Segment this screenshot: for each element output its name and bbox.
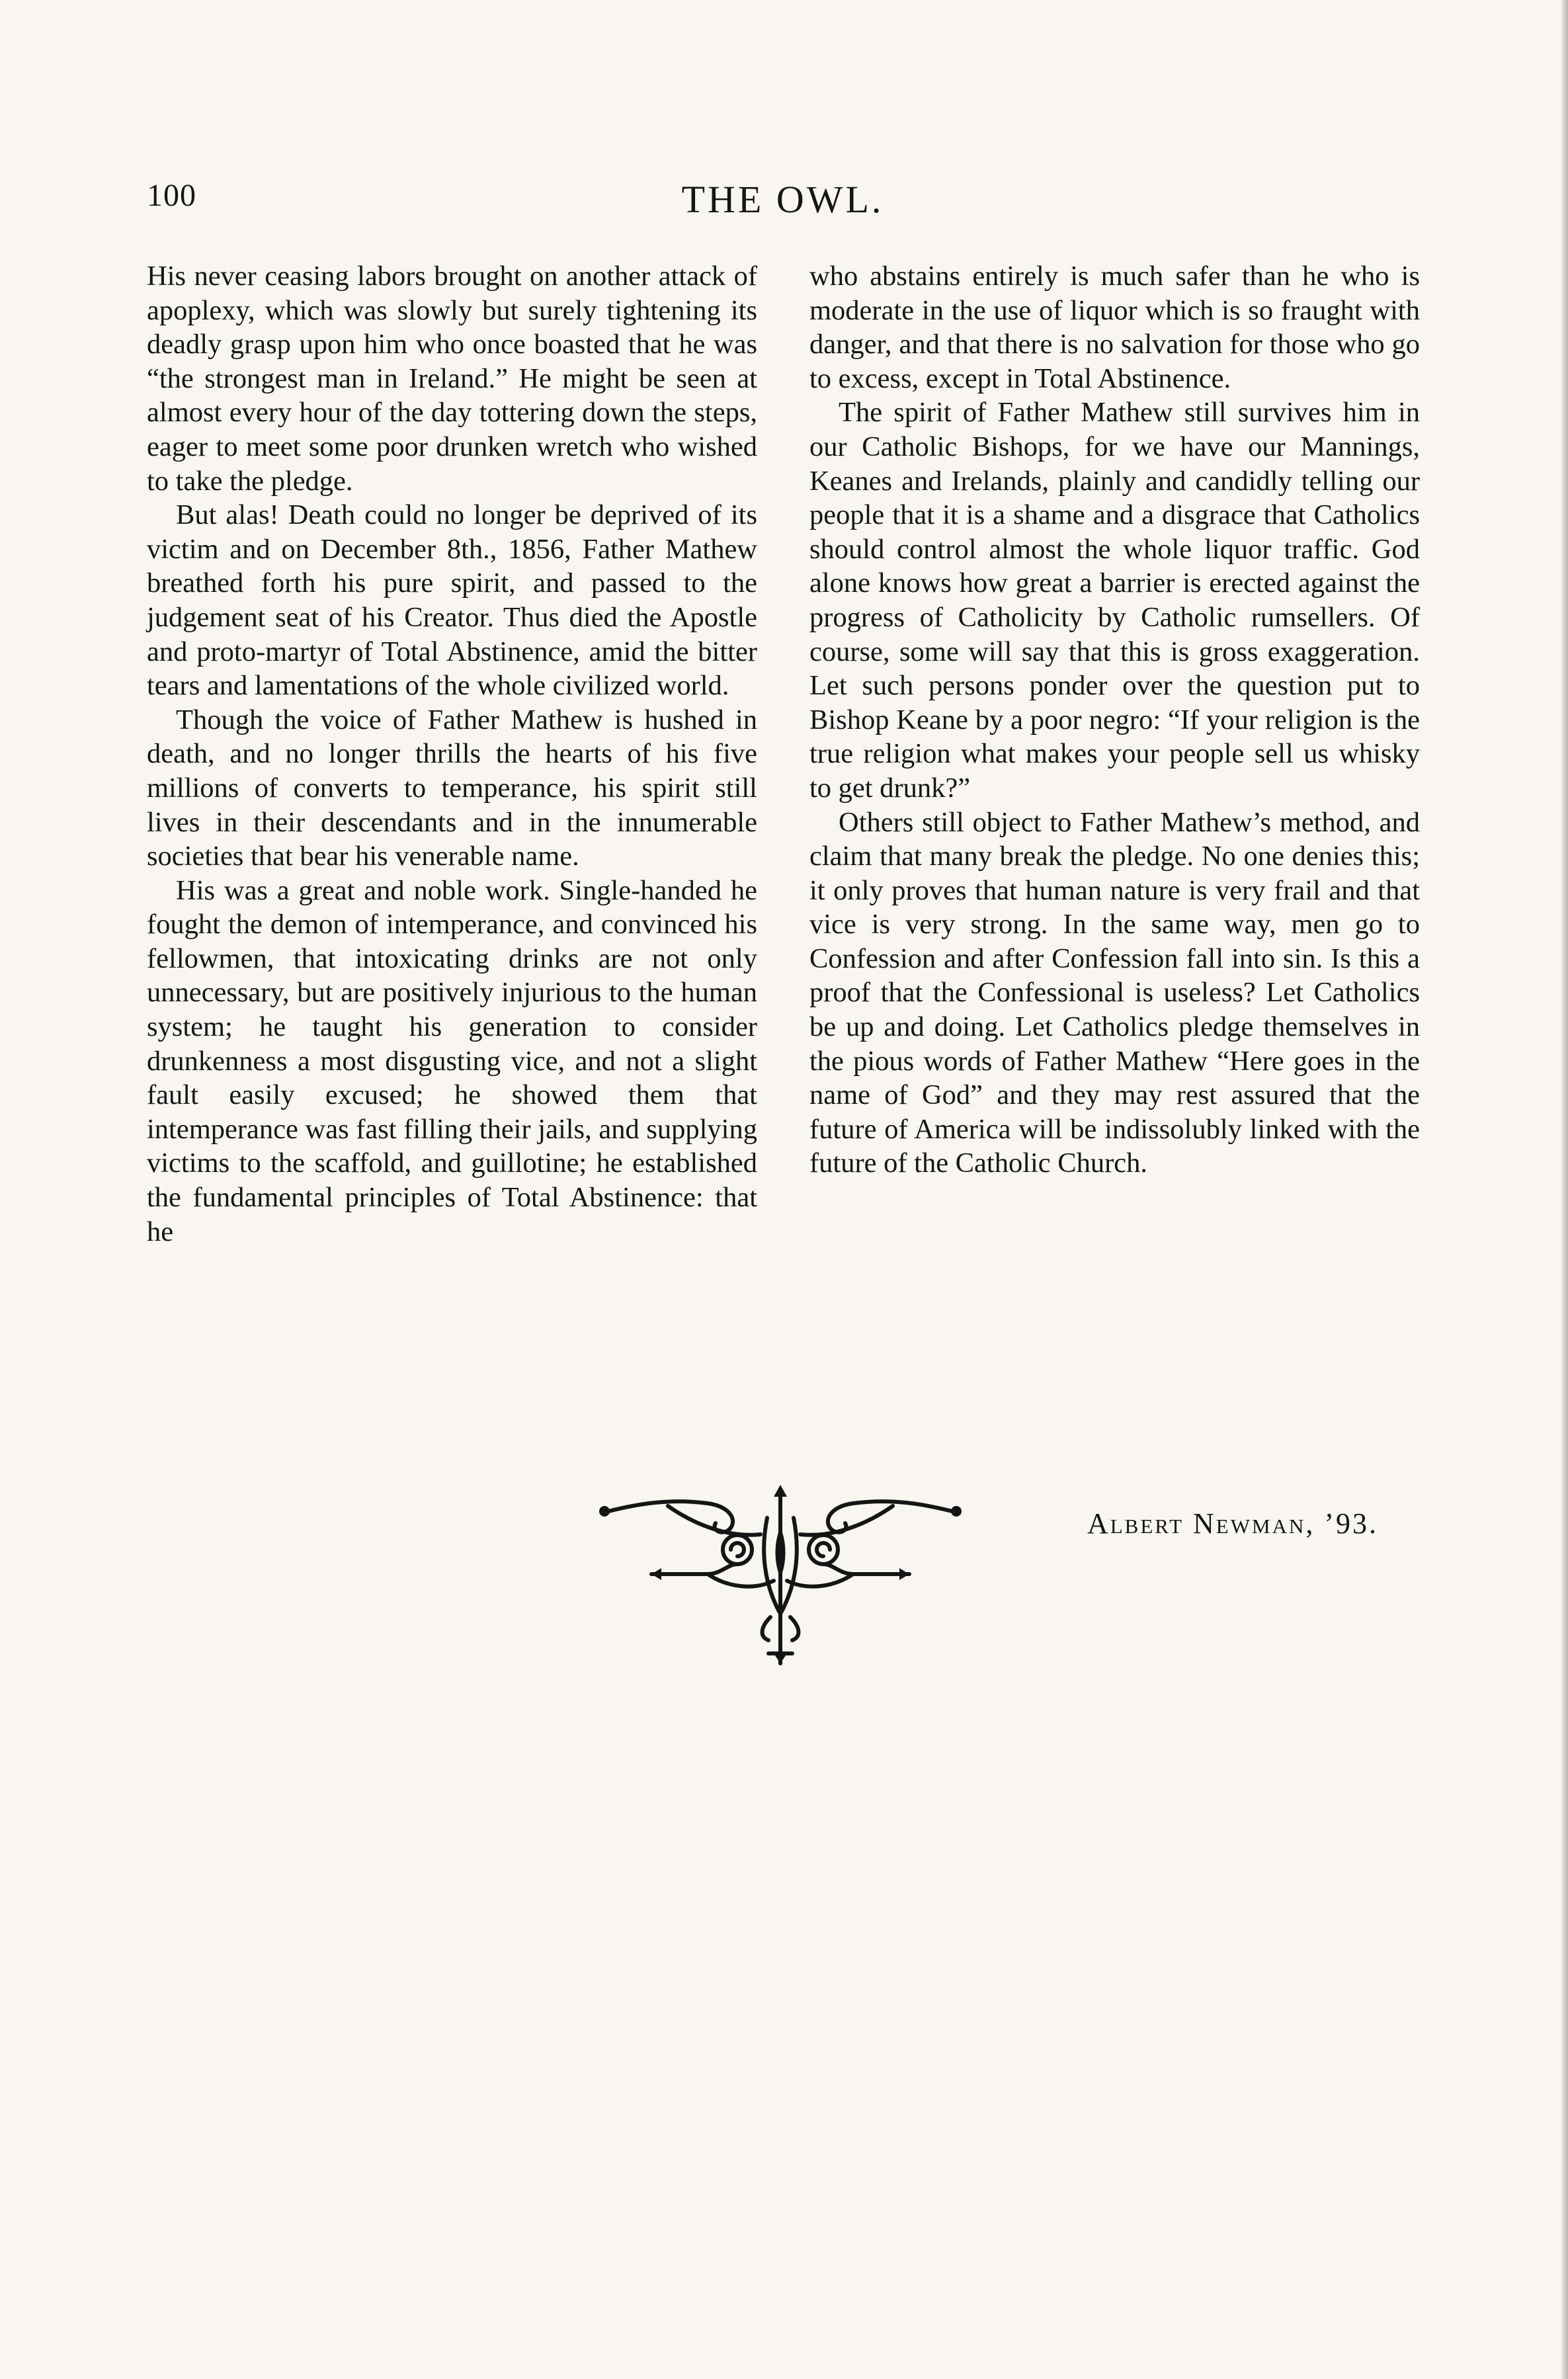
paragraph: who abstains entirely is much safer than he who is moderate in the use of liquor which is so fraught with danger, and that there is no salvation for those who go to excess, except in Total Abstinence. [809, 261, 1420, 394]
author-signature: Albert Newman, ’93. [1087, 1507, 1378, 1540]
right-column [809, 259, 1420, 1181]
page-edge [1561, 0, 1568, 2379]
running-title: THE OWL. [681, 178, 884, 221]
page-header [147, 177, 1419, 230]
paragraph: Though the voice of Father Mathew is hushed in death, and no longer thrills the hearts of his five millions of converts to temperance, his spirit still lives in their descendants and in the innumerable societies that bear his venerable name. [147, 704, 757, 872]
paragraph: But alas! Death could no longer be deprived of its victim and on December 8th., 1856, Father Mathew breathed forth his pure spirit, and passed to the judgement seat of his Creator. Thus died the Apostle and proto-martyr of Total Abstinence, amid the bitter tears and lamentations of the whole civilized world. [147, 499, 757, 702]
paragraph: Others still object to Father Mathew’s method, and claim that many break the pledge. No one denies this; it only proves that human nature is very frail and that vice is very strong. In the same way, men go to Confession and after Confession fall into sin. Is this a proof that the Confessional is useless? Let Catholics be up and doing. Let Catholics pledge themselves in the pious words of Father Mathew “Here goes in the name of God” and they may rest assured that the future of America will be indissolubly linked with the future of the Catholic Church. [809, 806, 1420, 1179]
page-number: 100 [147, 178, 196, 213]
paragraph: His never ceasing labors brought on another attack of apoplexy, which was slowly but surely tightening its deadly grasp upon him who once boasted that he was “the strongest man in Ireland.” He might be seen at almost every hour of the day tottering down the steps, eager to meet some poor drunken wretch who wished to take the pledge. [147, 261, 757, 497]
paragraph: His was a great and noble work. Single-handed he fought the demon of intemperance, and convinced his fellowmen, that intoxicating drinks are not only unnecessary, but are positively injurious to the human system; he taught his generation to consider drunkenness a most disgusting vice, and not a slight fault easily excused; he showed them that intemperance was fast filling their jails, and supplying victims to the scaffold, and guillotine; he established the fundamental principles of Total Abstinence: that he [147, 874, 757, 1247]
left-column [147, 259, 757, 1249]
paragraph: The spirit of Father Mathew still survives him in our Catholic Bishops, for we have our Mannings, Keanes and Irelands, plainly and candidly telling our people that it is a shame and a disgrace that Catholics should control almost the whole liquor traffic. God alone knows how great a barrier is erected against the progress of Catholicity by Catholic rumsellers. Of course, some will say that this is gross exaggeration. Let such persons ponder over the question put to Bishop Keane by a poor negro: “If your religion is the true religion what makes your people sell us whisky to get drunk?” [809, 397, 1420, 804]
scroll-ornament-icon [595, 1465, 966, 1670]
